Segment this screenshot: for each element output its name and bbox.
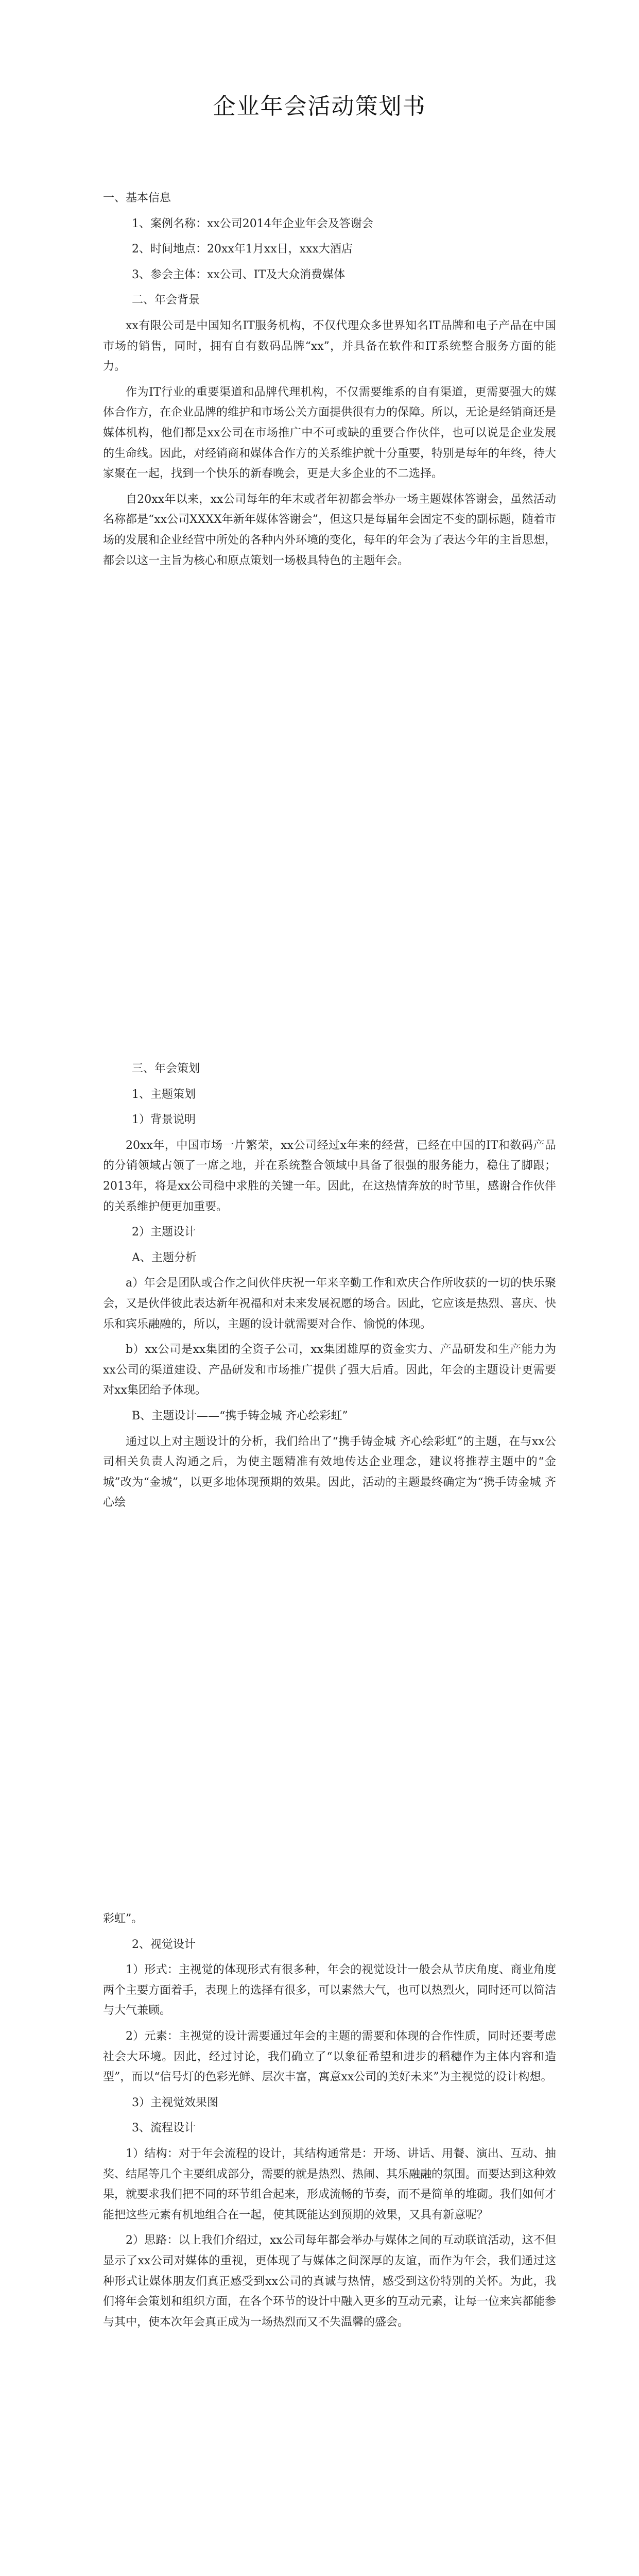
section-visual — [103, 1909, 556, 2332]
subsection-heading: 3）主视觉效果图 — [132, 2096, 218, 2109]
paragraph: 自20xx年以来，xx公司每年的年末或者年初都会举办一场主题媒体答谢会，虽然活动名称都是“xx公司XXXX年新年媒体答谢会”，但这只是每届年会固定不变的副标题，随着市场的发展和企业经营中所处的各种内外环境的变化，每年的年会为了表达今年的主旨思想，都会以这一主旨为核心和原点策划一场极具特色的主题年会。 — [103, 493, 557, 567]
subsection-heading: 1）背景说明 — [132, 1113, 196, 1127]
subsection-heading: 2）主题设计 — [132, 1226, 196, 1239]
paragraph: b）xx公司是xx集团的全资子公司，xx集团雄厚的资金实力、产品研发和生产能力为xx公司的渠道建设、产品研发和市场推广提供了强大后盾。因此，年会的主题设计更需要对xx集团给予体现。 — [103, 1343, 556, 1397]
paragraph: 1）形式：主视觉的体现形式有很多种，年会的视觉设计一般会从节庆角度、商业角度两个主要方面着手，表现上的选择有很多，可以素然大气，也可以热烈火，同时还可以简洁与大气兼顾。 — [103, 1963, 557, 2018]
paragraph: 20xx年，中国市场一片繁荣，xx公司经过x年来的经营，已经在中国的IT和数码产品的分销领域占领了一席之地，并在系统整合领域中具备了很强的服务能力，稳住了脚跟；2013年，将是xx公司稳中求胜的关键一年。因此，在这热情奔放的时节里，感谢合作伙伴的关系维护便更加重要。 — [103, 1139, 556, 1213]
list-item: 1、案例名称：xx公司2014年企业年会及答谢会 — [132, 217, 373, 230]
subsection-heading: A、主题分析 — [132, 1251, 197, 1264]
paragraph: 彩虹”。 — [103, 1912, 143, 1925]
section-heading: 三、年会策划 — [132, 1062, 200, 1075]
section-planning — [103, 1059, 556, 1513]
list-item: 2、时间地点：20xx年1月xx日，xxx大酒店 — [132, 243, 353, 256]
paragraph: 1）结构：对于年会流程的设计，其结构通常是：开场、讲话、用餐、演出、互动、抽奖、结尾等几个主要组成部分，需要的就是热烈、热闹、其乐融融的氛围。而要达到这种效果，就要求我们把不同的环节组合起来，形成流畅的节奏，而不是简单的堆砌。我们如何才能把这些元素有机地组合在一起，使其既能达到预期的效果，又具有新意呢？ — [103, 2147, 557, 2222]
list-item: 3、参会主体：xx公司、IT及大众消费媒体 — [132, 268, 346, 281]
paragraph: 通过以上对主题设计的分析，我们给出了“携手铸金城 齐心绘彩虹”的主题，在与xx公司相关负责人沟通之后，为使主题精准有效地传达企业理念，建议将推荐主题中的“金城”改为“金城”，以更多地体现预期的效果。因此，活动的主题最终确定为“携手铸金城 齐心绘 — [103, 1435, 556, 1510]
paragraph: 作为IT行业的重要渠道和品牌代理机构，不仅需要维系的自有渠道，更需要强大的媒体合作方，在企业品牌的维护和市场公关方面提供很有力的保障。所以，无论是经销商还是媒体机构，他们都是xx公司在市场推广中不可或缺的重要合作伙伴，也可以说是企业发展的生命线。因此，对经销商和媒体合作方的关系维护就十分重要，特别是每年的年终，待大家聚在一起，找到一个快乐的新春晚会，更是大多企业的不二选择。 — [103, 385, 557, 481]
page-title: 企业年会活动策划书 — [213, 93, 426, 120]
paragraph: 2）思路：以上我们介绍过，xx公司每年都会举办与媒体之间的互动联谊活动，这不但显示了xx公司对媒体的重视，更体现了与媒体之间深厚的友谊，而作为年会，我们通过这种形式让媒体朋友们真正感受到xx公司的真诚与热情，感受到这份特别的关怀。为此，我们将年会策划和组织方面，在各个环节的设计中融入更多的互动元素，让每一位来宾都能参与其中，使本次年会真正成为一场热烈而又不失温馨的盛会。 — [103, 2234, 557, 2329]
subsection-heading: 二、年会背景 — [132, 294, 200, 307]
section-heading: 一、基本信息 — [103, 192, 171, 205]
subsection-heading: B、主题设计——“携手铸金城 齐心绘彩虹” — [132, 1409, 348, 1422]
paragraph: xx有限公司是中国知名IT服务机构，不仅代理众多世界知名IT品牌和电子产品在中国市场的销售，同时，拥有自有数码品牌“xx”，并具备在软件和IT系统整合服务方面的能力。 — [103, 319, 556, 374]
subsection-heading: 2、视觉设计 — [132, 1938, 196, 1951]
section-basic-info — [103, 188, 556, 571]
paragraph: 2）元素：主视觉的设计需要通过年会的主题的需要和体现的合作性质，同时还要考虑社会大环境。因此，经过讨论，我们确立了“以象征希望和进步的稻穗作为主体内容和造型”，而以“信号灯的色彩光鲜、层次丰富，寓意xx公司的美好未来”为主视觉的设计构想。 — [103, 2029, 556, 2084]
subsection-heading: 1、主题策划 — [132, 1088, 196, 1101]
paragraph: a）年会是团队或合作之间伙伴庆祝一年来辛勤工作和欢庆合作所收获的一切的快乐聚会，又是伙伴彼此表达新年祝福和对未来发展祝愿的场合。因此，它应该是热烈、喜庆、快乐和宾乐融融的，所以，主题的设计就需要对合作、愉悦的体现。 — [103, 1277, 557, 1331]
subsection-heading: 3、流程设计 — [132, 2122, 196, 2135]
